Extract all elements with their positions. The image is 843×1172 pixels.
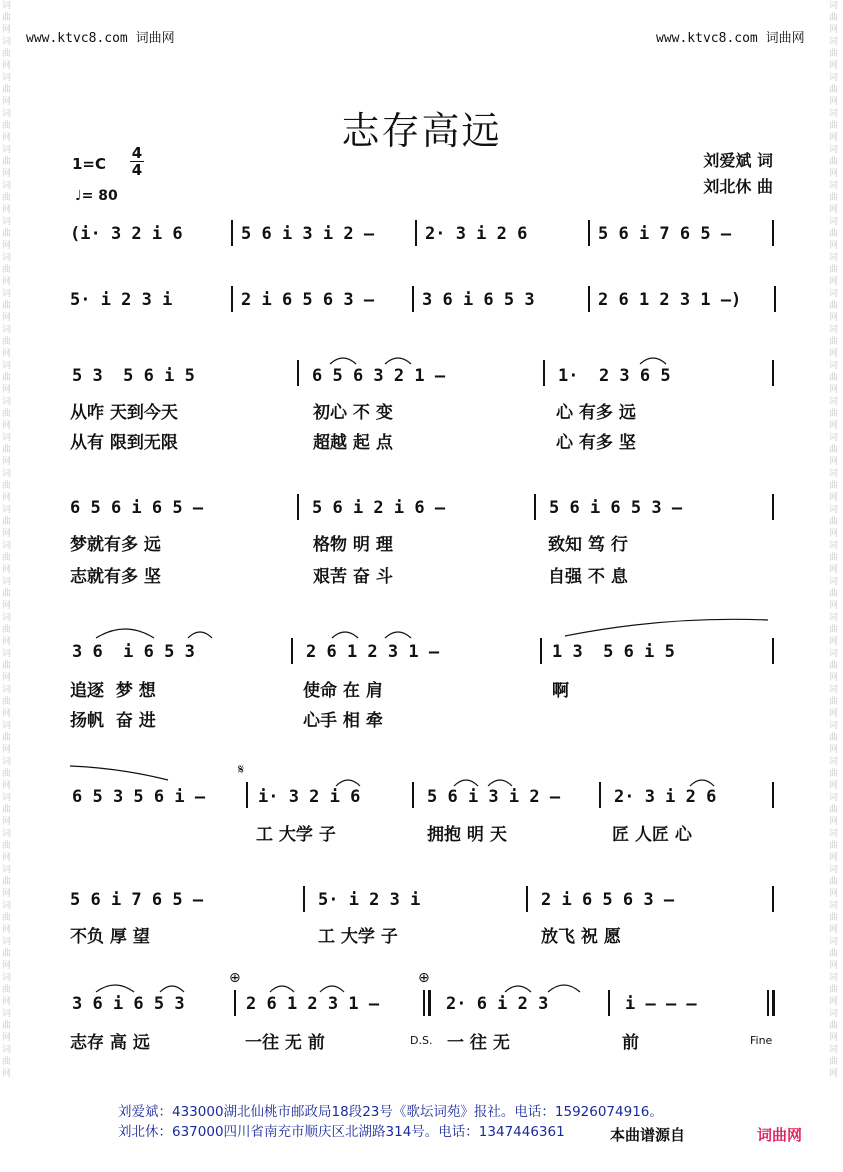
- measure: 5· i 2 3 i: [318, 890, 421, 910]
- time-signature-top: 4: [131, 144, 143, 162]
- measure: 5 6 i 2 i 6 —: [312, 498, 446, 518]
- lyric-line: 格物 明 理: [313, 535, 393, 555]
- ds-marking: D.S.: [410, 1034, 433, 1047]
- watermark-left: 词曲网词曲网词曲网词曲网词曲网词曲网词曲网词曲网词曲网词曲网词曲网词曲网词曲网词曲网词曲网词曲网词曲网词曲网词曲网词曲网词曲网词曲网词曲网词曲网词曲网词曲网词曲网词曲网词曲网词曲网: [2, 1, 12, 1079]
- measure: 5 6 i 7 6 5 —: [70, 890, 204, 910]
- time-signature-bottom: 4: [131, 161, 143, 179]
- lyric-line: 艰苦 奋 斗: [313, 567, 393, 587]
- lyric-line: 致知 笃 行: [548, 535, 628, 555]
- measure: 5 6 i 3 i 2 —: [427, 787, 561, 807]
- lyric-line: 啊: [552, 681, 569, 701]
- lyric-line: 超越 起 点: [313, 433, 393, 453]
- lyricist-credit: 刘爱斌 词: [703, 151, 773, 170]
- measure: 5 6 i 3 i 2 —: [241, 224, 375, 244]
- song-title: 志存高远: [341, 109, 502, 153]
- key-signature: 1=C: [72, 155, 107, 173]
- fine-marking: Fine: [750, 1034, 773, 1047]
- measure: 2· 6 i 2 3: [446, 994, 549, 1014]
- measure: 5 6 i 6 5 3 —: [549, 498, 683, 518]
- lyric-line: 从有 限到无限: [70, 433, 178, 453]
- measure: 2 i 6 5 6 3 —: [241, 290, 375, 310]
- lyric-line: 不负 厚 望: [70, 927, 150, 947]
- measure: 5 3 5 6 i 5: [72, 366, 195, 386]
- quarter-note-icon: ♩: [75, 188, 82, 204]
- measure: 2 6 1 2 3 1 —): [598, 290, 742, 310]
- measure: i· 3 2 i 6: [258, 787, 361, 807]
- coda-icon: ⊕: [418, 970, 430, 986]
- lyric-line: 心 有多 坚: [556, 433, 636, 453]
- lyric-line: 心手 相 牵: [303, 711, 383, 731]
- lyric-line: 使命 在 肩: [303, 681, 383, 701]
- measure: 6 5 3 5 6 i —: [72, 787, 206, 807]
- measure: 3 6 i 6 5 3: [72, 994, 185, 1014]
- measure: 6 5 6 3 2 1 —: [312, 366, 446, 386]
- measure: 2 6 1 2 3 1 —: [306, 642, 440, 662]
- measure: 5 6 i 7 6 5 —: [598, 224, 732, 244]
- measure: 1 3 5 6 i 5: [552, 642, 675, 662]
- measure: 2 i 6 5 6 3 —: [541, 890, 675, 910]
- lyric-line: 放飞 祝 愿: [541, 927, 621, 947]
- lyric-line: 扬帆 奋 进: [70, 711, 156, 731]
- measure: 2· 3 i 2 6: [425, 224, 528, 244]
- lyric-line: 拥抱 明 天: [427, 825, 507, 845]
- watermark-right: 词曲网词曲网词曲网词曲网词曲网词曲网词曲网词曲网词曲网词曲网词曲网词曲网词曲网词曲网词曲网词曲网词曲网词曲网词曲网词曲网词曲网词曲网词曲网词曲网词曲网词曲网词曲网词曲网词曲网词曲网: [829, 1, 839, 1079]
- segno-icon: 𝄋: [238, 762, 245, 778]
- lyric-line: 工 大学 子: [318, 927, 398, 947]
- lyric-line: 志就有多 坚: [70, 567, 161, 587]
- lyric-line: 心 有多 远: [556, 403, 636, 423]
- measure: 3 6 i 6 5 3: [72, 642, 195, 662]
- lyric-line: 从咋 天到今天: [70, 403, 178, 423]
- tempo-value: = 80: [81, 188, 118, 204]
- measure: (i· 3 2 i 6: [70, 224, 183, 244]
- measure: 1· 2 3 6 5: [558, 366, 671, 386]
- lyric-line: 工 大学 子: [256, 825, 336, 845]
- source-label: 本曲谱源自: [610, 1126, 686, 1144]
- lyric-line: 一往 无 前: [245, 1033, 325, 1053]
- coda-icon: ⊕: [229, 970, 241, 986]
- lyric-line: 匠 人匠 心: [612, 825, 692, 845]
- measure: 3 6 i 6 5 3: [422, 290, 535, 310]
- lyric-line: 一 往 无: [447, 1033, 510, 1053]
- measure: 5· i 2 3 i: [70, 290, 173, 310]
- lyric-line: 追逐 梦 想: [70, 681, 156, 701]
- lyric-line: 梦就有多 远: [70, 535, 161, 555]
- lyric-line: 前: [622, 1033, 639, 1053]
- measure: i — — —: [625, 994, 697, 1014]
- site-url-left[interactable]: www.ktvc8.com 词曲网: [26, 31, 175, 46]
- measure: 2 6 1 2 3 1 —: [246, 994, 380, 1014]
- composer-credit: 刘北休 曲: [703, 177, 773, 196]
- lyric-line: 志存 高 远: [70, 1033, 150, 1053]
- lyric-line: 初心 不 变: [313, 403, 393, 423]
- site-logo[interactable]: 词曲网: [757, 1126, 803, 1144]
- lyric-line: 自强 不 息: [548, 567, 628, 587]
- measure: 6 5 6 i 6 5 —: [70, 498, 204, 518]
- site-url-right[interactable]: www.ktvc8.com 词曲网: [656, 31, 805, 46]
- composer-contact: 刘北休：637000四川省南充市顺庆区北湖路314号。电话：1347446361: [118, 1124, 565, 1140]
- lyricist-contact: 刘爱斌：433000湖北仙桃市邮政局18段23号《歌坛词苑》报社。电话：15926074916。: [118, 1104, 663, 1120]
- measure: 2· 3 i 2 6: [614, 787, 717, 807]
